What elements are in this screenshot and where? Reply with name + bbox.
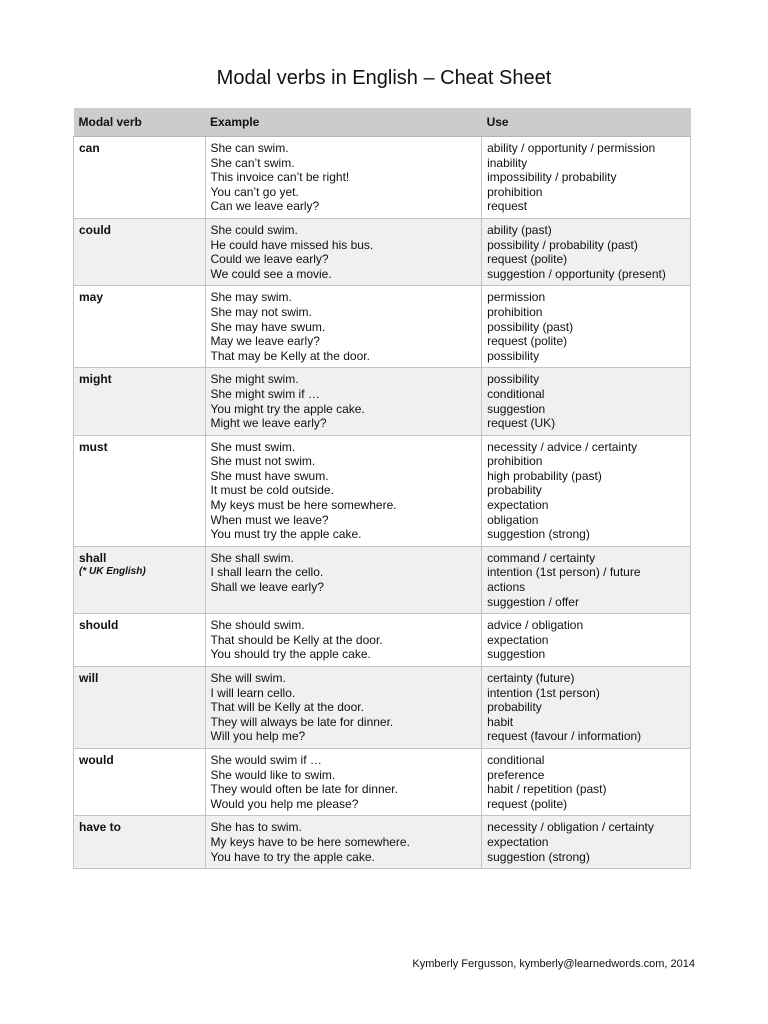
use-line: possibility — [487, 348, 540, 363]
example-cell — [205, 435, 482, 546]
example-line: She must swim. — [210, 439, 296, 454]
use-line: prohibition — [487, 184, 543, 199]
example-line: She must have swum. — [210, 468, 329, 483]
example-line: He could have missed his bus. — [210, 237, 374, 252]
use-cell — [482, 546, 691, 613]
example-line: We could see a movie. — [210, 266, 332, 281]
verb-cell — [74, 748, 206, 815]
use-line: ability / opportunity / permission — [487, 141, 656, 155]
example-line: She shall swim. — [210, 550, 294, 565]
verb-cell — [74, 546, 206, 613]
modal-verb: may — [79, 290, 104, 305]
table-row — [74, 667, 691, 749]
example-line: You can’t go yet. — [210, 184, 299, 199]
use-line: probability — [487, 700, 542, 715]
example-line: She could swim. — [210, 222, 298, 237]
table-row — [74, 816, 691, 869]
table-body — [74, 137, 691, 869]
table-row — [74, 546, 691, 613]
use-line: actions — [487, 580, 526, 595]
modal-verb: have to — [79, 820, 122, 835]
use-line: request (polite) — [487, 796, 568, 811]
example-cell — [205, 816, 482, 869]
example-line: May we leave early? — [210, 334, 320, 349]
verb-cell — [74, 667, 206, 749]
page-title: Modal verbs in English – Cheat Sheet — [216, 67, 552, 89]
example-line: You must try the apple cake. — [210, 527, 362, 542]
use-line: command / certainty — [487, 550, 596, 565]
use-line: suggestion (strong) — [487, 527, 590, 542]
use-cell — [482, 368, 691, 435]
use-line: ability (past) — [487, 222, 552, 237]
table-row — [74, 218, 691, 285]
example-line: I will learn cello. — [210, 685, 296, 700]
example-line: You have to try the apple cake. — [210, 849, 375, 864]
use-line: suggestion / offer — [487, 594, 579, 609]
example-cell — [205, 218, 482, 285]
use-cell — [482, 614, 691, 667]
footer-credit: Kymberly Fergusson, kymberly@learnedwords.com, 2014 — [412, 958, 695, 970]
example-line: When must we leave? — [210, 512, 329, 527]
example-line: She would like to swim. — [210, 767, 336, 782]
modal-verb: could — [79, 222, 111, 237]
modal-verbs-table — [73, 108, 691, 869]
use-cell — [482, 286, 691, 368]
use-line: prohibition — [487, 304, 543, 319]
use-line: suggestion — [487, 401, 546, 416]
example-cell — [205, 614, 482, 667]
example-line: Can we leave early? — [210, 199, 320, 214]
example-line: She must not swim. — [210, 454, 316, 469]
example-line: She may have swum. — [210, 319, 326, 334]
example-line: They will always be late for dinner. — [210, 714, 394, 729]
modal-verb: might — [79, 372, 112, 387]
use-line: conditional — [487, 386, 545, 401]
use-line: intention (1st person) — [487, 685, 600, 700]
modal-verb: can — [79, 141, 100, 155]
example-cell — [205, 748, 482, 815]
table-row — [74, 368, 691, 435]
use-line: habit — [487, 714, 514, 729]
example-line: My keys must be here somewhere. — [210, 498, 397, 513]
verb-cell — [74, 218, 206, 285]
use-cell — [482, 816, 691, 869]
use-line: expectation — [487, 498, 549, 513]
example-line: This invoice can’t be right! — [210, 170, 350, 185]
modal-verb: shall — [79, 550, 107, 565]
use-line: intention (1st person) / future — [487, 565, 641, 580]
use-line: advice / obligation — [487, 618, 584, 633]
use-cell — [482, 748, 691, 815]
example-line: She might swim. — [210, 372, 299, 387]
header-example: Example — [205, 108, 482, 137]
table-row — [74, 748, 691, 815]
header-use: Use — [482, 108, 691, 137]
example-line: Might we leave early? — [210, 416, 327, 431]
example-line: That will be Kelly at the door. — [210, 700, 364, 715]
example-line: She can’t swim. — [210, 155, 295, 170]
use-line: expectation — [487, 632, 549, 647]
modal-verb: will — [79, 671, 99, 685]
use-line: high probability (past) — [487, 468, 602, 483]
example-cell — [205, 546, 482, 613]
table-row — [74, 614, 691, 667]
modal-verb: must — [79, 439, 108, 454]
table-row — [74, 137, 691, 219]
example-line: She has to swim. — [210, 820, 302, 835]
verb-note: (* UK English) — [79, 566, 146, 578]
example-cell — [205, 286, 482, 368]
use-line: request (favour / information) — [487, 729, 642, 744]
use-line: inability — [487, 155, 528, 170]
example-line: Could we leave early? — [210, 252, 329, 267]
use-line: conditional — [487, 752, 545, 767]
use-line: possibility / probability (past) — [487, 237, 638, 252]
use-cell — [482, 435, 691, 546]
use-line: probability — [487, 483, 542, 498]
verb-cell — [74, 816, 206, 869]
use-line: preference — [487, 767, 545, 782]
use-line: request — [487, 199, 528, 214]
use-line: impossibility / probability — [487, 170, 617, 185]
use-line: suggestion / opportunity (present) — [487, 266, 666, 281]
example-cell — [205, 137, 482, 219]
modal-verb: would — [79, 752, 114, 767]
example-line: She might swim if … — [210, 386, 320, 401]
example-line: Would you help me please? — [210, 796, 359, 811]
verb-cell — [74, 137, 206, 219]
table-row — [74, 435, 691, 546]
example-cell — [205, 667, 482, 749]
use-cell — [482, 137, 691, 219]
use-line: suggestion — [487, 647, 546, 662]
use-line: expectation — [487, 834, 549, 849]
verb-cell — [74, 368, 206, 435]
use-line: necessity / advice / certainty — [487, 439, 638, 454]
use-line: request (polite) — [487, 334, 568, 349]
use-line: possibility — [487, 372, 540, 387]
example-line: She may swim. — [210, 290, 292, 305]
example-line: You might try the apple cake. — [210, 401, 365, 416]
example-line: It must be cold outside. — [210, 483, 334, 498]
modal-verb: should — [79, 618, 119, 633]
use-line: possibility (past) — [487, 319, 574, 334]
use-line: obligation — [487, 512, 539, 527]
use-line: necessity / obligation / certainty — [487, 820, 654, 835]
verb-cell — [74, 286, 206, 368]
verb-cell — [74, 614, 206, 667]
use-line: suggestion (strong) — [487, 849, 590, 864]
example-line: She may not swim. — [210, 304, 312, 319]
example-line: Will you help me? — [210, 729, 306, 744]
example-line: That may be Kelly at the door. — [210, 348, 370, 363]
example-line: That should be Kelly at the door. — [210, 632, 383, 647]
example-line: She can swim. — [210, 141, 289, 155]
use-line: request (polite) — [487, 252, 568, 267]
example-line: She should swim. — [210, 618, 305, 633]
use-line: request (UK) — [487, 416, 556, 431]
use-line: habit / repetition (past) — [487, 782, 607, 797]
use-cell — [482, 218, 691, 285]
example-line: You should try the apple cake. — [210, 647, 371, 662]
example-line: My keys have to be here somewhere. — [210, 834, 410, 849]
example-line: They would often be late for dinner. — [210, 782, 398, 797]
example-line: I shall learn the cello. — [210, 565, 324, 580]
header-modal-verb: Modal verb — [74, 108, 206, 137]
table-header-row — [74, 108, 691, 137]
example-line: She will swim. — [210, 671, 286, 685]
use-cell — [482, 667, 691, 749]
use-line: prohibition — [487, 454, 543, 469]
verb-cell — [74, 435, 206, 546]
table-row — [74, 286, 691, 368]
use-line: permission — [487, 290, 546, 305]
use-line: certainty (future) — [487, 671, 575, 685]
example-cell — [205, 368, 482, 435]
example-line: She would swim if … — [210, 752, 322, 767]
example-line: Shall we leave early? — [210, 580, 324, 595]
